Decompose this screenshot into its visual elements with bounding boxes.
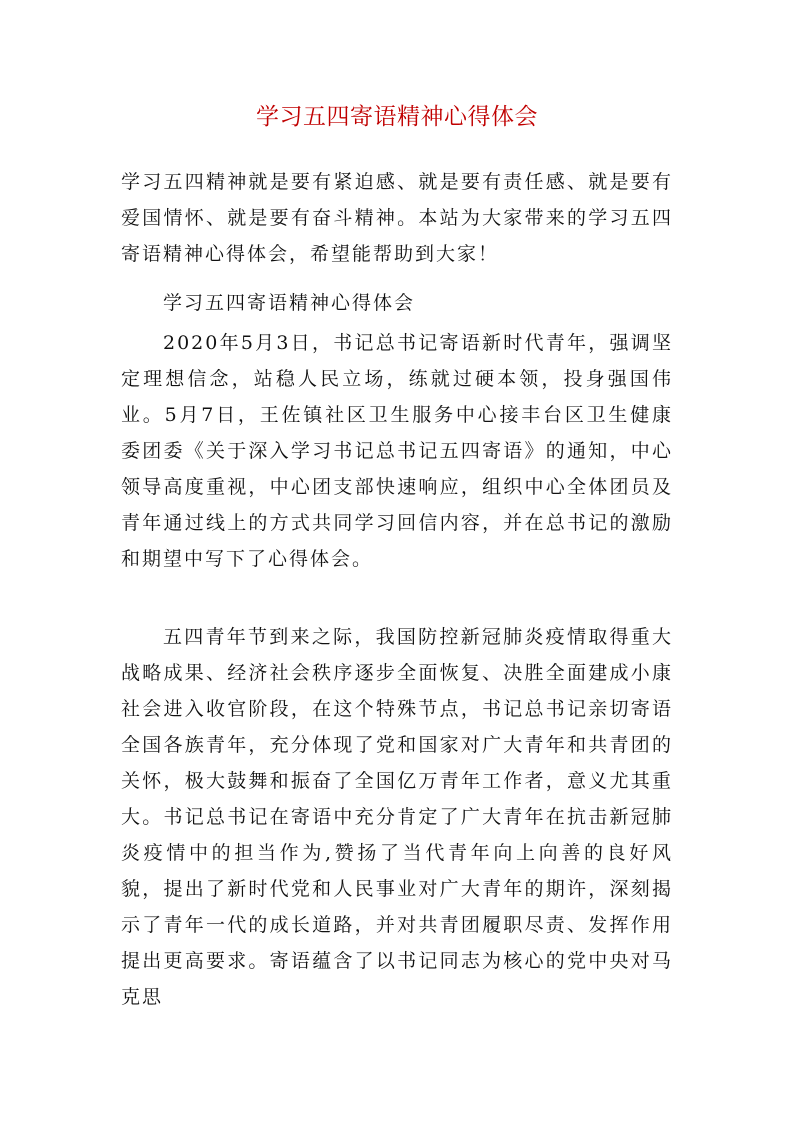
article-subtitle: 学习五四寄语精神心得体会	[163, 292, 416, 314]
document-title: 学习五四寄语精神心得体会	[256, 104, 538, 130]
intro-paragraph: 学习五四精神就是要有紧迫感、就是要有责任感、就是要有爱国情怀、就是要有奋斗精神。本站为大家带来的学习五四寄语精神心得体会，希望能帮助到大家！	[121, 171, 673, 265]
body-paragraph-2: 五四青年节到来之际，我国防控新冠肺炎疫情取得重大战略成果、经济社会秩序逐步全面恢复、决胜全面建成小康社会进入收官阶段，在这个特殊节点，书记总书记亲切寄语全国各族青年，充分体现了党和国家对广大青年和共青团的关怀，极大鼓舞和振奋了全国亿万青年工作者，意义尤其重大。书记总书记在寄语中充分肯定了广大青年在抗击新冠肺炎疫情中的担当作为,赞扬了当代青年向上向善的良好风貌，提出了新时代党和人民事业对广大青年的期许，深刻揭示了青年一代的成长道路，并对共青团履职尽责、发挥作用提出更高要求。寄语蕴含了以书记同志为核心的党中央对马克思	[121, 626, 673, 1008]
body-paragraph-1: 2020年5月3日，书记总书记寄语新时代青年，强调坚定理想信念，站稳人民立场，练就过硬本领，投身强国伟业。5月7日，王佐镇社区卫生服务中心接丰台区卫生健康委团委《关于深入学习书记总书记五四寄语》的通知，中心领导高度重视，中心团支部快速响应，组织中心全体团员及青年通过线上的方式共同学习回信内容，并在总书记的激励和期望中写下了心得体会。	[121, 332, 673, 570]
